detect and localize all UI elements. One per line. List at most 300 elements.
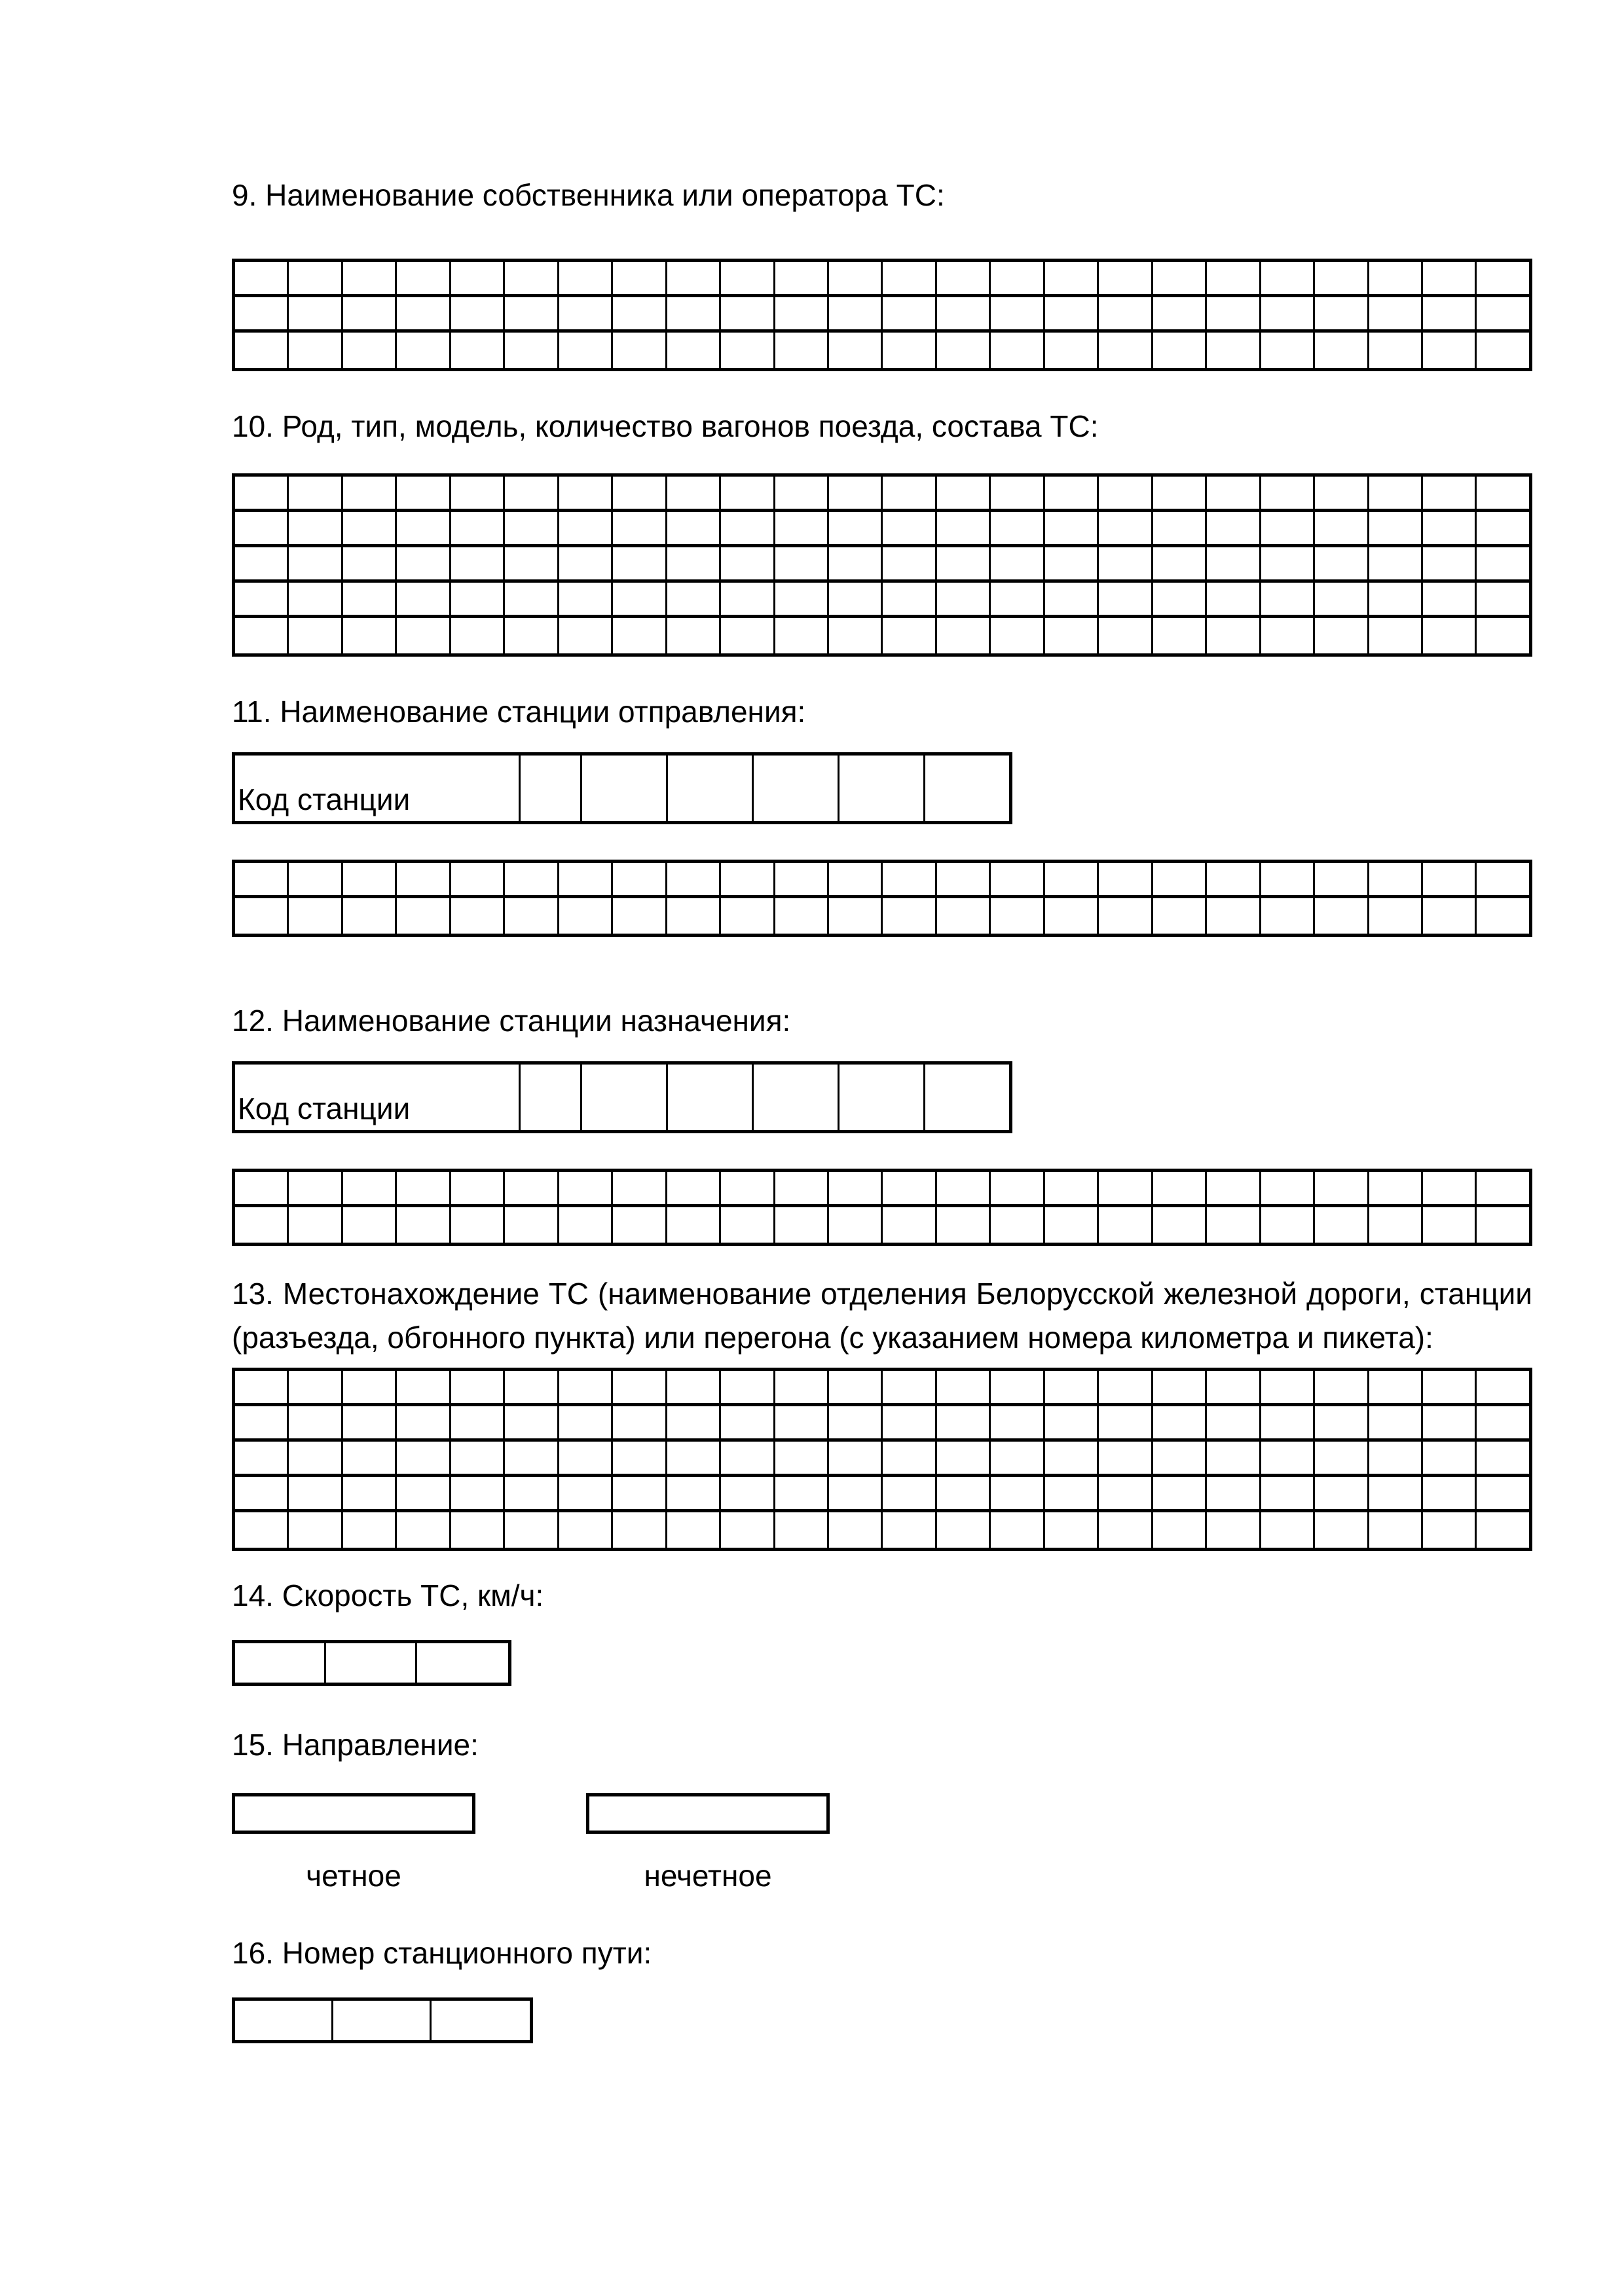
char-cell[interactable] — [1315, 863, 1369, 895]
char-cell[interactable] — [559, 1512, 613, 1548]
char-cell[interactable] — [505, 262, 559, 294]
char-cell[interactable] — [991, 583, 1044, 615]
char-cell[interactable] — [235, 1172, 289, 1204]
char-cell[interactable] — [937, 1207, 991, 1243]
char-cell[interactable] — [613, 583, 667, 615]
char-cell[interactable] — [289, 1512, 342, 1548]
char-cell[interactable] — [829, 863, 883, 895]
char-cell[interactable] — [1369, 1512, 1423, 1548]
char-cell[interactable] — [937, 1371, 991, 1403]
char-cell[interactable] — [775, 1512, 829, 1548]
char-cell[interactable] — [883, 1512, 936, 1548]
char-cell[interactable] — [1207, 863, 1261, 895]
char-cell[interactable] — [1261, 863, 1315, 895]
char-cell[interactable] — [505, 547, 559, 579]
char-cell[interactable] — [505, 1406, 559, 1438]
char-cell[interactable] — [343, 863, 397, 895]
speed-cell[interactable] — [417, 1643, 508, 1683]
char-cell[interactable] — [397, 618, 451, 653]
char-cell[interactable] — [1315, 1442, 1369, 1474]
char-cell[interactable] — [343, 1172, 397, 1204]
char-cell[interactable] — [1045, 1442, 1099, 1474]
char-cell[interactable] — [1315, 1477, 1369, 1509]
char-cell[interactable] — [937, 333, 991, 368]
char-cell[interactable] — [1045, 1371, 1099, 1403]
char-cell[interactable] — [667, 583, 721, 615]
char-cell[interactable] — [1315, 547, 1369, 579]
char-cell[interactable] — [1207, 1512, 1261, 1548]
char-cell[interactable] — [667, 1406, 721, 1438]
char-cell[interactable] — [1045, 863, 1099, 895]
char-cell[interactable] — [1261, 477, 1315, 509]
char-cell[interactable] — [991, 297, 1044, 329]
char-cell[interactable] — [883, 1406, 936, 1438]
char-cell[interactable] — [559, 547, 613, 579]
track-number-cell[interactable] — [432, 2001, 530, 2040]
char-cell[interactable] — [1477, 863, 1528, 895]
char-cell[interactable] — [1315, 1406, 1369, 1438]
char-cell[interactable] — [1099, 333, 1153, 368]
char-cell[interactable] — [1315, 618, 1369, 653]
char-cell[interactable] — [559, 863, 613, 895]
char-cell[interactable] — [505, 1172, 559, 1204]
char-cell[interactable] — [1099, 1512, 1153, 1548]
char-cell[interactable] — [559, 583, 613, 615]
char-cell[interactable] — [613, 1172, 667, 1204]
char-cell[interactable] — [1423, 333, 1477, 368]
char-cell[interactable] — [559, 512, 613, 544]
char-cell[interactable] — [883, 1477, 936, 1509]
char-cell[interactable] — [883, 547, 936, 579]
char-cell[interactable] — [505, 512, 559, 544]
char-cell[interactable] — [289, 898, 342, 934]
char-cell[interactable] — [451, 1371, 505, 1403]
char-cell[interactable] — [1207, 618, 1261, 653]
char-cell[interactable] — [1261, 583, 1315, 615]
char-cell[interactable] — [559, 618, 613, 653]
char-cell[interactable] — [1423, 297, 1477, 329]
char-cell[interactable] — [1153, 1512, 1207, 1548]
char-cell[interactable] — [289, 863, 342, 895]
char-cell[interactable] — [1045, 898, 1099, 934]
char-cell[interactable] — [667, 333, 721, 368]
char-cell[interactable] — [1207, 583, 1261, 615]
char-cell[interactable] — [1423, 1512, 1477, 1548]
char-cell[interactable] — [937, 512, 991, 544]
char-cell[interactable] — [883, 477, 936, 509]
track-number-cell[interactable] — [333, 2001, 432, 2040]
char-cell[interactable] — [667, 547, 721, 579]
char-cell[interactable] — [1315, 297, 1369, 329]
char-cell[interactable] — [1477, 1207, 1528, 1243]
char-cell[interactable] — [343, 618, 397, 653]
char-cell[interactable] — [397, 898, 451, 934]
char-cell[interactable] — [1315, 583, 1369, 615]
char-cell[interactable] — [613, 863, 667, 895]
char-cell[interactable] — [1477, 262, 1528, 294]
char-cell[interactable] — [829, 1207, 883, 1243]
char-cell[interactable] — [235, 547, 289, 579]
speed-cell[interactable] — [235, 1643, 326, 1683]
char-cell[interactable] — [829, 262, 883, 294]
station-code-cell[interactable] — [519, 1065, 580, 1130]
char-cell[interactable] — [343, 333, 397, 368]
char-cell[interactable] — [559, 1406, 613, 1438]
char-cell[interactable] — [829, 297, 883, 329]
char-cell[interactable] — [235, 333, 289, 368]
char-cell[interactable] — [397, 297, 451, 329]
char-cell[interactable] — [667, 1442, 721, 1474]
char-cell[interactable] — [829, 1406, 883, 1438]
char-cell[interactable] — [451, 1207, 505, 1243]
char-cell[interactable] — [505, 618, 559, 653]
char-cell[interactable] — [991, 1207, 1044, 1243]
char-cell[interactable] — [1423, 1442, 1477, 1474]
char-cell[interactable] — [991, 1371, 1044, 1403]
char-cell[interactable] — [1045, 618, 1099, 653]
char-cell[interactable] — [775, 898, 829, 934]
char-cell[interactable] — [775, 1477, 829, 1509]
char-cell[interactable] — [559, 1477, 613, 1509]
char-cell[interactable] — [613, 333, 667, 368]
char-cell[interactable] — [451, 1512, 505, 1548]
char-cell[interactable] — [1261, 1172, 1315, 1204]
char-cell[interactable] — [991, 898, 1044, 934]
char-cell[interactable] — [1153, 1442, 1207, 1474]
char-cell[interactable] — [1045, 477, 1099, 509]
char-cell[interactable] — [991, 1477, 1044, 1509]
char-cell[interactable] — [829, 1442, 883, 1474]
char-cell[interactable] — [1045, 1406, 1099, 1438]
char-cell[interactable] — [1315, 1172, 1369, 1204]
char-cell[interactable] — [1207, 1371, 1261, 1403]
char-cell[interactable] — [1423, 1477, 1477, 1509]
char-cell[interactable] — [721, 898, 775, 934]
char-cell[interactable] — [505, 1207, 559, 1243]
char-cell[interactable] — [451, 1172, 505, 1204]
char-cell[interactable] — [667, 1207, 721, 1243]
char-cell[interactable] — [343, 898, 397, 934]
char-cell[interactable] — [1315, 333, 1369, 368]
char-cell[interactable] — [559, 262, 613, 294]
char-cell[interactable] — [235, 512, 289, 544]
char-cell[interactable] — [289, 297, 342, 329]
char-cell[interactable] — [667, 477, 721, 509]
char-cell[interactable] — [667, 1512, 721, 1548]
station-code-cell[interactable] — [923, 1065, 1009, 1130]
char-cell[interactable] — [1207, 1172, 1261, 1204]
char-cell[interactable] — [559, 1172, 613, 1204]
char-cell[interactable] — [1423, 898, 1477, 934]
char-cell[interactable] — [721, 477, 775, 509]
char-cell[interactable] — [1099, 1207, 1153, 1243]
char-cell[interactable] — [1153, 1371, 1207, 1403]
char-cell[interactable] — [343, 1207, 397, 1243]
char-cell[interactable] — [937, 618, 991, 653]
char-cell[interactable] — [1369, 898, 1423, 934]
char-cell[interactable] — [883, 333, 936, 368]
station-code-cell[interactable] — [519, 756, 580, 821]
char-cell[interactable] — [1207, 477, 1261, 509]
char-cell[interactable] — [1045, 583, 1099, 615]
char-cell[interactable] — [613, 262, 667, 294]
char-cell[interactable] — [721, 618, 775, 653]
char-cell[interactable] — [613, 618, 667, 653]
char-cell[interactable] — [613, 512, 667, 544]
char-cell[interactable] — [1207, 297, 1261, 329]
char-cell[interactable] — [667, 863, 721, 895]
char-cell[interactable] — [289, 1172, 342, 1204]
char-cell[interactable] — [1369, 1207, 1423, 1243]
char-cell[interactable] — [937, 1406, 991, 1438]
direction-odd-checkbox[interactable] — [586, 1793, 830, 1834]
station-code-cell[interactable] — [752, 1065, 838, 1130]
char-cell[interactable] — [1369, 1442, 1423, 1474]
char-cell[interactable] — [829, 333, 883, 368]
char-cell[interactable] — [721, 512, 775, 544]
char-cell[interactable] — [451, 863, 505, 895]
char-cell[interactable] — [559, 898, 613, 934]
char-cell[interactable] — [1045, 1172, 1099, 1204]
char-cell[interactable] — [1045, 297, 1099, 329]
char-cell[interactable] — [883, 618, 936, 653]
char-cell[interactable] — [289, 1406, 342, 1438]
char-cell[interactable] — [289, 1207, 342, 1243]
char-cell[interactable] — [991, 1406, 1044, 1438]
char-cell[interactable] — [1423, 863, 1477, 895]
char-cell[interactable] — [721, 863, 775, 895]
char-cell[interactable] — [1261, 547, 1315, 579]
char-cell[interactable] — [1099, 297, 1153, 329]
char-cell[interactable] — [1207, 547, 1261, 579]
char-cell[interactable] — [883, 297, 936, 329]
char-cell[interactable] — [1369, 618, 1423, 653]
char-cell[interactable] — [667, 512, 721, 544]
char-cell[interactable] — [1369, 1406, 1423, 1438]
char-cell[interactable] — [1099, 1442, 1153, 1474]
char-cell[interactable] — [829, 477, 883, 509]
char-cell[interactable] — [1369, 1172, 1423, 1204]
char-cell[interactable] — [1423, 583, 1477, 615]
char-cell[interactable] — [721, 333, 775, 368]
char-cell[interactable] — [1153, 1172, 1207, 1204]
char-cell[interactable] — [451, 583, 505, 615]
char-cell[interactable] — [559, 1442, 613, 1474]
char-cell[interactable] — [1315, 1371, 1369, 1403]
char-cell[interactable] — [1045, 547, 1099, 579]
char-cell[interactable] — [1477, 1406, 1528, 1438]
char-cell[interactable] — [235, 583, 289, 615]
char-cell[interactable] — [721, 297, 775, 329]
char-cell[interactable] — [721, 1172, 775, 1204]
char-cell[interactable] — [1477, 547, 1528, 579]
char-cell[interactable] — [1153, 547, 1207, 579]
char-cell[interactable] — [667, 898, 721, 934]
char-cell[interactable] — [343, 1406, 397, 1438]
char-cell[interactable] — [1261, 1371, 1315, 1403]
char-cell[interactable] — [721, 547, 775, 579]
char-cell[interactable] — [1369, 863, 1423, 895]
char-cell[interactable] — [1369, 262, 1423, 294]
char-cell[interactable] — [883, 1172, 936, 1204]
char-cell[interactable] — [1261, 898, 1315, 934]
char-cell[interactable] — [559, 1371, 613, 1403]
char-cell[interactable] — [775, 297, 829, 329]
char-cell[interactable] — [343, 547, 397, 579]
char-cell[interactable] — [829, 547, 883, 579]
char-cell[interactable] — [721, 262, 775, 294]
char-cell[interactable] — [991, 333, 1044, 368]
char-cell[interactable] — [829, 1371, 883, 1403]
char-cell[interactable] — [1099, 477, 1153, 509]
char-cell[interactable] — [1153, 477, 1207, 509]
char-cell[interactable] — [775, 863, 829, 895]
char-cell[interactable] — [451, 618, 505, 653]
char-cell[interactable] — [1477, 583, 1528, 615]
char-cell[interactable] — [1261, 1207, 1315, 1243]
char-cell[interactable] — [397, 1512, 451, 1548]
char-cell[interactable] — [1153, 618, 1207, 653]
char-cell[interactable] — [289, 583, 342, 615]
char-cell[interactable] — [1423, 618, 1477, 653]
char-cell[interactable] — [991, 618, 1044, 653]
station-code-cell[interactable] — [580, 1065, 666, 1130]
char-cell[interactable] — [343, 297, 397, 329]
char-cell[interactable] — [1153, 1207, 1207, 1243]
direction-even-checkbox[interactable] — [232, 1793, 475, 1834]
char-cell[interactable] — [1261, 618, 1315, 653]
char-cell[interactable] — [1045, 262, 1099, 294]
char-cell[interactable] — [343, 583, 397, 615]
char-cell[interactable] — [991, 262, 1044, 294]
char-cell[interactable] — [1153, 333, 1207, 368]
char-cell[interactable] — [505, 1477, 559, 1509]
track-number-cell[interactable] — [235, 2001, 333, 2040]
char-cell[interactable] — [613, 898, 667, 934]
char-cell[interactable] — [397, 863, 451, 895]
char-cell[interactable] — [1099, 1406, 1153, 1438]
char-cell[interactable] — [883, 1442, 936, 1474]
char-cell[interactable] — [289, 512, 342, 544]
char-cell[interactable] — [559, 1207, 613, 1243]
char-cell[interactable] — [235, 1442, 289, 1474]
char-cell[interactable] — [1261, 1512, 1315, 1548]
char-cell[interactable] — [235, 863, 289, 895]
char-cell[interactable] — [991, 512, 1044, 544]
char-cell[interactable] — [289, 1477, 342, 1509]
char-cell[interactable] — [505, 898, 559, 934]
char-cell[interactable] — [397, 333, 451, 368]
char-cell[interactable] — [937, 1477, 991, 1509]
char-cell[interactable] — [1315, 1512, 1369, 1548]
char-cell[interactable] — [1099, 863, 1153, 895]
station-code-cell[interactable] — [838, 1065, 923, 1130]
char-cell[interactable] — [991, 547, 1044, 579]
char-cell[interactable] — [235, 262, 289, 294]
char-cell[interactable] — [343, 262, 397, 294]
char-cell[interactable] — [1207, 1477, 1261, 1509]
char-cell[interactable] — [1207, 333, 1261, 368]
char-cell[interactable] — [1423, 547, 1477, 579]
char-cell[interactable] — [451, 262, 505, 294]
char-cell[interactable] — [1315, 1207, 1369, 1243]
char-cell[interactable] — [613, 1512, 667, 1548]
char-cell[interactable] — [397, 1442, 451, 1474]
station-code-cell[interactable] — [666, 756, 752, 821]
char-cell[interactable] — [397, 477, 451, 509]
char-cell[interactable] — [1099, 1477, 1153, 1509]
char-cell[interactable] — [829, 1172, 883, 1204]
char-cell[interactable] — [1153, 297, 1207, 329]
char-cell[interactable] — [1153, 1477, 1207, 1509]
char-cell[interactable] — [1423, 1406, 1477, 1438]
char-cell[interactable] — [829, 583, 883, 615]
char-cell[interactable] — [1423, 477, 1477, 509]
char-cell[interactable] — [1153, 898, 1207, 934]
char-cell[interactable] — [505, 1512, 559, 1548]
char-cell[interactable] — [397, 1406, 451, 1438]
char-cell[interactable] — [235, 1477, 289, 1509]
char-cell[interactable] — [667, 618, 721, 653]
char-cell[interactable] — [235, 898, 289, 934]
char-cell[interactable] — [343, 1512, 397, 1548]
char-cell[interactable] — [883, 583, 936, 615]
char-cell[interactable] — [721, 1406, 775, 1438]
char-cell[interactable] — [1423, 262, 1477, 294]
char-cell[interactable] — [505, 583, 559, 615]
char-cell[interactable] — [1369, 297, 1423, 329]
char-cell[interactable] — [343, 1371, 397, 1403]
char-cell[interactable] — [883, 262, 936, 294]
char-cell[interactable] — [937, 863, 991, 895]
char-cell[interactable] — [451, 512, 505, 544]
char-cell[interactable] — [1477, 898, 1528, 934]
char-cell[interactable] — [775, 477, 829, 509]
char-cell[interactable] — [1477, 1371, 1528, 1403]
char-cell[interactable] — [559, 333, 613, 368]
char-cell[interactable] — [1477, 618, 1528, 653]
char-cell[interactable] — [397, 547, 451, 579]
char-cell[interactable] — [1099, 262, 1153, 294]
char-cell[interactable] — [667, 262, 721, 294]
char-cell[interactable] — [1369, 512, 1423, 544]
char-cell[interactable] — [1045, 512, 1099, 544]
char-cell[interactable] — [289, 1442, 342, 1474]
char-cell[interactable] — [1477, 297, 1528, 329]
char-cell[interactable] — [1045, 333, 1099, 368]
char-cell[interactable] — [397, 1172, 451, 1204]
char-cell[interactable] — [937, 547, 991, 579]
char-cell[interactable] — [505, 297, 559, 329]
char-cell[interactable] — [937, 1442, 991, 1474]
char-cell[interactable] — [1477, 333, 1528, 368]
char-cell[interactable] — [1369, 547, 1423, 579]
char-cell[interactable] — [991, 1172, 1044, 1204]
char-cell[interactable] — [775, 547, 829, 579]
char-cell[interactable] — [451, 547, 505, 579]
char-cell[interactable] — [505, 1442, 559, 1474]
char-cell[interactable] — [1207, 1442, 1261, 1474]
char-cell[interactable] — [505, 1371, 559, 1403]
char-cell[interactable] — [775, 333, 829, 368]
char-cell[interactable] — [937, 297, 991, 329]
char-cell[interactable] — [1153, 262, 1207, 294]
char-cell[interactable] — [1099, 512, 1153, 544]
char-cell[interactable] — [721, 1477, 775, 1509]
char-cell[interactable] — [1315, 262, 1369, 294]
char-cell[interactable] — [1099, 1172, 1153, 1204]
char-cell[interactable] — [289, 333, 342, 368]
